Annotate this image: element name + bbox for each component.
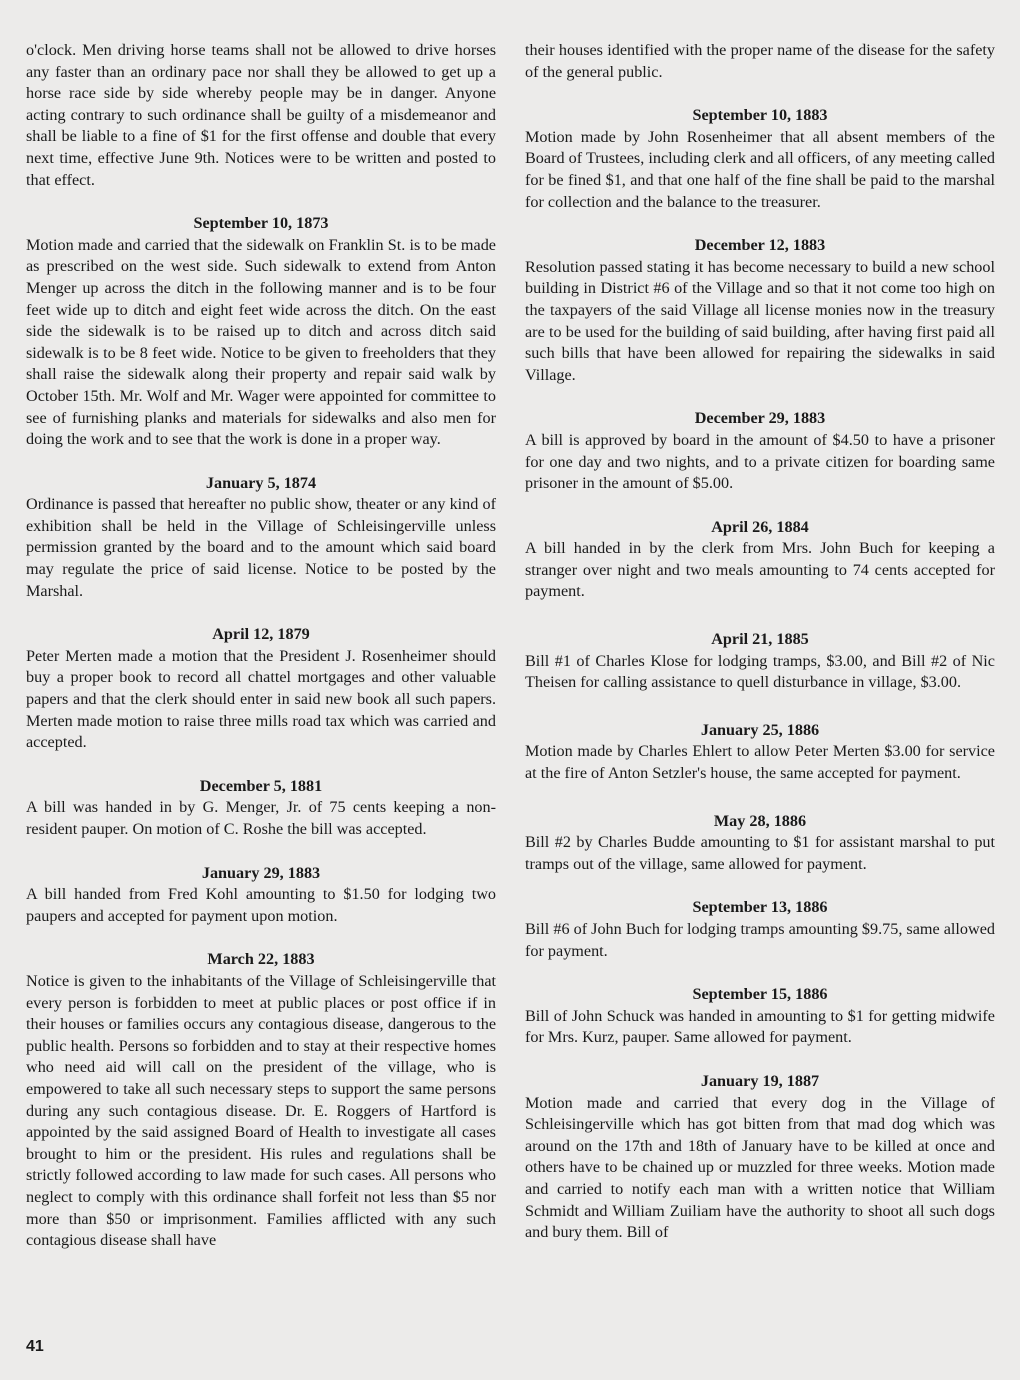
entry-sep-13-1886 <box>525 897 995 962</box>
left-column <box>26 40 496 1252</box>
entry-text: Motion made and carried that the sidewalk on Franklin St. is to be made as prescribed on the west side. Such sidewalk to extend from Anton Menger up across the ditch in the following manner and is to be four feet wide up to ditch and eight feet wide across the ditch. On the east side the sidewalk is to be raised up to ditch and across ditch said sidewalk is to be 8 feet wide. Notice to be given to freeholders that they shall raise the sidewalk along their property and repair said walk by October 15th. Mr. Wolf and Mr. Wager were appointed for committee to see of furnishing planks and materials for sidewalks and also men for doing the work and to see that the work is done in a proper way. <box>26 235 496 449</box>
entry-date: May 28, 1886 <box>713 811 807 830</box>
entry-sep-10-1873 <box>26 213 496 451</box>
entry-sep-15-1886 <box>525 984 995 1049</box>
right-column <box>525 40 995 1244</box>
entry-may-28-1886 <box>525 811 995 876</box>
entry-date: March 22, 1883 <box>207 950 315 969</box>
entry-date: September 10, 1883 <box>692 106 828 125</box>
entry-text: Motion made by Charles Ehlert to allow Peter Merten $3.00 for service at the fire of Anton Setzler's house, the same accepted for payment. <box>525 742 995 783</box>
entry-jan-25-1886 <box>525 720 995 785</box>
entry-text: Notice is given to the inhabitants of the Village of Schleisingerville that every person is forbidden to meet at public places or post office if in their houses or families occurs any contagious disease, dangerous to the public health. Persons so forbidden and to stay at their respective homes who need aid will call on the president of the village, who is empowered to take all such necessary steps to support the same persons during any such contagious disease. Dr. E. Roggers of Hartford is appointed by the said assigned Board of Health to investigate all cases brought to him or the president. His rules and regulations shall be strictly followed according to law made for such cases. All persons who neglect to comply with this ordinance shall forfeit not less than $5 nor more than $50 or imprisonment. Families afflicted with any such contagious disease shall have <box>26 971 496 1250</box>
entry-mar-22-1883 <box>26 949 496 1251</box>
entry-text: Bill #2 by Charles Budde amounting to $1 for assistant marshal to put tramps out of the village, same allowed for payment. <box>525 833 995 873</box>
entry-date: April 12, 1879 <box>212 625 310 644</box>
right-opening-paragraph: their houses identified with the proper name of the disease for the safety of the general public. <box>525 41 995 81</box>
entry-date: December 5, 1881 <box>199 776 323 795</box>
entry-date: January 25, 1886 <box>700 720 820 739</box>
left-opening-paragraph: o'clock. Men driving horse teams shall not be allowed to drive horses any faster than an ordinary pace nor shall they be allowed to get up a horse race side by side whereby people may be in danger. Anyone acting contrary to such ordinance shall be guilty of a misdemeanor and shall be liable to a fine of $1 for the first offense and double that every next time, effective June 9th. Notices were to be written and posted to that effect. <box>26 41 496 189</box>
entry-jan-19-1887 <box>525 1071 995 1244</box>
entry-text: Bill #6 of John Buch for lodging tramps amounting $9.75, same allowed for payment. <box>525 920 995 960</box>
entry-text: Peter Merten made a motion that the President J. Rosenheimer should buy a proper book to record all chattel mortgages and other valuable papers and that the clerk should enter in said new book all such papers. Merten made motion to raise three mills road tax which was carried and accepted. <box>26 646 496 752</box>
entry-text: A bill handed from Fred Kohl amounting to $1.50 for lodging two paupers and accepted for payment upon motion. <box>26 885 496 925</box>
entry-date: December 29, 1883 <box>694 409 826 428</box>
entry-date: January 29, 1883 <box>201 863 321 882</box>
entry-jan-29-1883 <box>26 863 496 928</box>
entry-date: April 21, 1885 <box>711 630 809 649</box>
entry-date: January 5, 1874 <box>205 473 317 492</box>
entry-dec-29-1883 <box>525 408 995 494</box>
entry-text: Motion made and carried that every dog in the Village of Schleisingerville which has got bitten from that mad dog which was around on the 17th and 18th of January have to be killed at once and others have to be chained up or muzzled for three weeks. Motion made and carried to notify each man with a written notice that William Schmidt and William Zuiliam have the authority to shoot all such dogs and bury them. Bill of <box>525 1093 995 1242</box>
entry-dec-5-1881 <box>26 776 496 841</box>
entry-jan-5-1874 <box>26 473 496 603</box>
entry-text: Bill of John Schuck was handed in amounting to $1 for getting midwife for Mrs. Kurz, pauper. Same allowed for payment. <box>525 1006 995 1047</box>
entry-apr-12-1879 <box>26 624 496 754</box>
entry-sep-10-1883 <box>525 105 995 213</box>
entry-apr-21-1885 <box>525 629 995 694</box>
entry-date: January 19, 1887 <box>700 1071 820 1090</box>
entry-date: December 12, 1883 <box>694 236 826 255</box>
page-number: 41 <box>26 1338 44 1355</box>
entry-date: September 10, 1873 <box>193 214 329 233</box>
entry-text: A bill is approved by board in the amount of $4.50 to have a prisoner for one day and two nights, and to a private citizen for boarding same prisoner in the amount of $5.00. <box>525 430 995 493</box>
entry-text: A bill handed in by the clerk from Mrs. John Buch for keeping a stranger over night and two meals amounting to 74 cents accepted for payment. <box>525 539 995 601</box>
entry-date: September 13, 1886 <box>692 898 828 917</box>
entry-date: September 15, 1886 <box>692 985 828 1004</box>
entry-text: A bill was handed in by G. Menger, Jr. of 75 cents keeping a non-resident pauper. On motion of C. Roshe the bill was accepted. <box>26 798 496 838</box>
entry-text: Motion made by John Rosenheimer that all absent members of the Board of Trustees, including clerk and all officers, of any meeting called for be fined $1, and that one half of the fine shall be paid to the marshal for collection and the balance to the treasurer. <box>525 127 995 211</box>
entry-text: Ordinance is passed that hereafter no public show, theater or any kind of exhibition shall be held in the Village of Schleisingerville unless permission granted by the board and to the amount which said board may regulate the price of said license. Notice to be posted by the Marshal. <box>26 495 496 600</box>
entry-date: April 26, 1884 <box>711 517 809 536</box>
entry-text: Bill #1 of Charles Klose for lodging tramps, $3.00, and Bill #2 of Nic Theisen for calling assistance to quell disturbance in village, $3.00. <box>525 651 995 692</box>
entry-dec-12-1883 <box>525 235 995 386</box>
entry-apr-26-1884 <box>525 517 995 603</box>
entry-text: Resolution passed stating it has become necessary to build a new school building in District #6 of the Village and so that it not come too high on the taxpayers of the said Village all license monies now in the treasury are to be used for the building of said building, after having first paid all such bills that have been allowed for repairing the sidewalks in said Village. <box>525 257 995 384</box>
